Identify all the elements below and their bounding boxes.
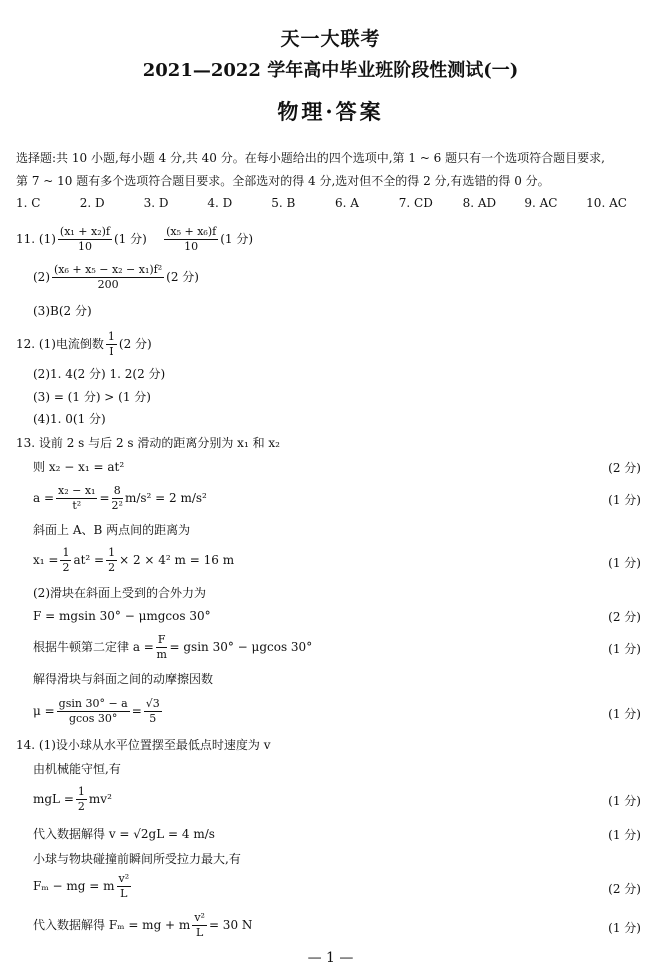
choice-answer: 1. C: [16, 196, 41, 210]
score-label: (2 分): [608, 882, 641, 896]
q13-line-9: 解得滑块与斜面之间的动摩擦因数: [33, 672, 214, 686]
intro-line-1: 选择题:共 10 小题,每小题 4 分,共 40 分。在每小题给出的四个选项中,第 1 ~ 6 题只有一个选项符合题目要求,: [16, 151, 605, 165]
choice-answer: 7. CD: [398, 196, 433, 210]
fraction: $\frac{\text{(x₁ + x₂)f}}{10}$: [59, 225, 110, 253]
choice-answer: 3. D: [143, 196, 169, 210]
q11-part1: 11. (1) $\frac{\text{(x₁ + x₂)f}}{10}$ (1 分) $\frac{\text{(x₅ + x₆)f}}{10}$ (1 分): [16, 225, 254, 253]
choice-answer: 6. A: [334, 196, 359, 210]
fraction: $\frac{\text{(x₆ + x₅ − x₂ − x₁)f²}}{200}$: [54, 263, 163, 291]
q11-part2: (2) $\frac{\text{(x₆ + x₅ − x₂ − x₁)f²}}{200}$ (2 分): [33, 263, 199, 291]
exam-name-title: 2021—2022 学年高中毕业班阶段性测试(一): [142, 60, 519, 81]
q11-part3: (3)B(2 分): [33, 304, 92, 318]
page-number: — 1 —: [307, 950, 354, 966]
q14-line-2: 由机械能守恒,有: [33, 762, 121, 776]
intro-line-2: 第 7 ~ 10 题有多个选项符合题目要求。全部选对的得 4 分,选对但不全的得 2 分,有选错的得 0 分。: [16, 174, 550, 188]
q14-line-4: 代入数据解得 v = √2gL = 4 m/s: [33, 827, 215, 841]
score-label: (1 分): [608, 921, 641, 935]
fraction: $\frac{1}{2}$: [108, 546, 116, 574]
fraction: $\frac{gsin 30^\circ - a}{gcos 30^\circ}$: [58, 697, 128, 725]
choice-answers-row: [16, 196, 636, 210]
q12-part2: (2)1. 4(2 分) 1. 2(2 分): [33, 367, 166, 381]
fraction: $\frac{1}{2}$: [77, 785, 85, 813]
fraction: $\frac{√3}{5}$: [145, 697, 160, 725]
score-label: (1 分): [608, 828, 641, 842]
score-label: (1 分): [608, 707, 641, 721]
fraction: $\frac{8}{\text{2²}}$: [111, 484, 123, 512]
score-label: (1 分): [608, 642, 641, 656]
choice-answer: 4. D: [207, 196, 233, 210]
fraction: $\frac{\text{v²}}{L}$: [194, 911, 205, 939]
q13-line-3: a = $\frac{\text{x₂ − x₁}}{\text{t²}}$ = $\frac{8}{\text{2²}}$ m/s² = 2 m/s²: [33, 484, 207, 512]
q13-line-7: F = mgsin 30° − μmgcos 30°: [33, 609, 211, 623]
fraction: $\frac{\text{x₂ − x₁}}{\text{t²}}$: [58, 484, 96, 512]
q13-line-8: 根据牛顿第二定律 a = $\frac{F}{m}$ = gsin 30° − μgcos 30°: [33, 633, 313, 661]
q14-line-1: 14. (1)设小球从水平位置摆至最低点时速度为 v: [16, 738, 271, 752]
q14-line-6: Fₘ − mg = m $\frac{\text{v²}}{L}$: [33, 872, 130, 900]
choice-answer: 2. D: [79, 196, 105, 210]
q13-line-6: (2)滑块在斜面上受到的合外力为: [33, 586, 206, 600]
score-label: (2 分): [608, 461, 641, 475]
q14-line-5: 小球与物块碰撞前瞬间所受拉力最大,有: [33, 852, 241, 866]
choice-answer: 5. B: [271, 196, 296, 210]
fraction: $\frac{\text{(x₅ + x₆)f}}{10}$: [166, 225, 217, 253]
q13-line-2: 则 x₂ − x₁ = at²: [33, 460, 125, 474]
q13-line-4: 斜面上 A、B 两点间的距离为: [33, 523, 191, 537]
q13-line-10: μ = $\frac{gsin 30^\circ - a}{gcos 30^\circ}$ = $\frac{√3}{5}$: [33, 697, 160, 725]
fraction: $\frac{1}{2}$: [62, 546, 70, 574]
q12-part3: (3) = (1 分) > (1 分): [33, 390, 151, 404]
q12-part1: 12. (1)电流倒数 $\frac{1}{I}$ (2 分): [16, 330, 152, 358]
choice-answer: 9. AC: [524, 196, 558, 210]
q13-line-1: 13. 设前 2 s 与后 2 s 滑动的距离分别为 x₁ 和 x₂: [16, 436, 280, 450]
score-label: (1 分): [608, 493, 641, 507]
exam-union-title: 天一大联考: [280, 28, 381, 50]
q14-line-7: 代入数据解得 Fₘ = mg + m $\frac{\text{v²}}{L}$ = 30 N: [33, 911, 253, 939]
choice-answer: 8. AD: [462, 196, 497, 210]
subject-title: 物理·答案: [277, 99, 384, 124]
fraction: $\frac{F}{m}$: [156, 633, 167, 661]
choice-answer: 10. AC: [586, 196, 627, 210]
q14-line-3: mgL = $\frac{1}{2}$ mv²: [33, 785, 112, 813]
score-label: (2 分): [608, 610, 641, 624]
score-label: (1 分): [608, 556, 641, 570]
fraction: $\frac{\text{v²}}{L}$: [118, 872, 130, 900]
q13-line-5: x₁ = $\frac{1}{2}$ at² = $\frac{1}{2}$ × 2 × 4² m = 16 m: [33, 546, 235, 574]
fraction: $\frac{1}{I}$: [107, 330, 115, 358]
score-label: (1 分): [608, 794, 641, 808]
q12-part4: (4)1. 0(1 分): [33, 412, 106, 426]
